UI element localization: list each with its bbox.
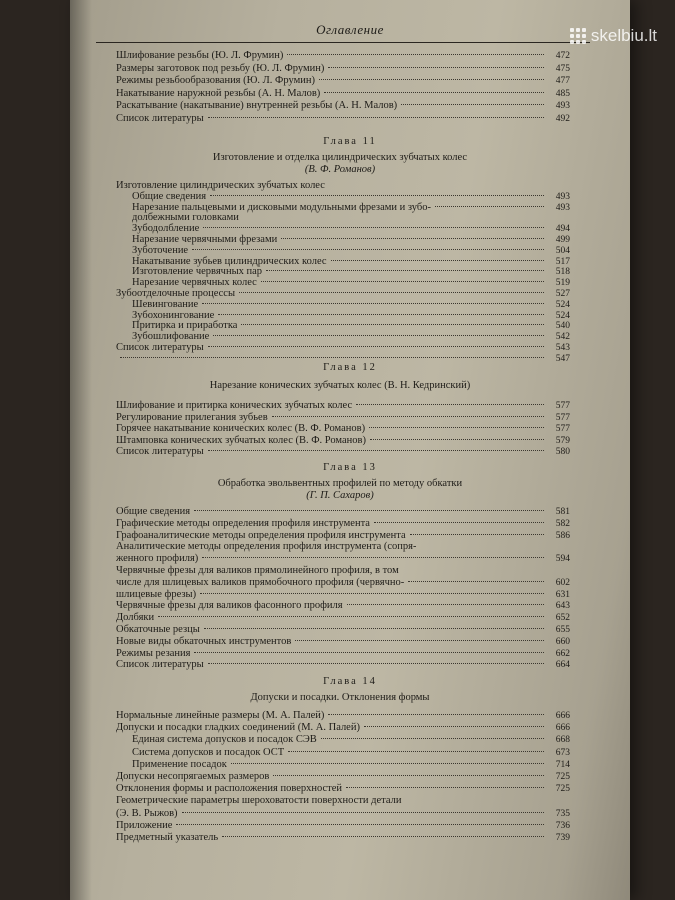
leader-dots [356, 404, 544, 405]
toc-entry-page: 577 [555, 412, 570, 423]
toc-entry-title: Единая система допусков и посадок СЭВ [132, 734, 317, 746]
toc-entry-title: Предметный указатель [116, 832, 219, 843]
toc-entry-title: Список литературы [116, 446, 204, 457]
toc-entry-page: 579 [555, 435, 570, 446]
toc-entry-page: 655 [555, 625, 570, 635]
toc-entry-page: 492 [555, 113, 570, 124]
toc-entry [116, 518, 570, 530]
toc-entry-page: 668 [555, 735, 570, 746]
toc-entry [116, 577, 570, 589]
toc-entry-title: Система допусков и посадок ОСТ [132, 746, 285, 758]
toc-entry-page: 475 [555, 63, 570, 74]
toc-entry [116, 648, 570, 660]
leader-dots [295, 640, 544, 641]
leader-dots [182, 812, 544, 813]
toc-entry-title: Применение посадок [132, 758, 227, 770]
toc-entry [116, 530, 570, 542]
toc-entry-title: Раскатывание (накатывание) внутренней резьбы (А. Н. Малов) [116, 100, 398, 111]
leader-dots [346, 787, 544, 788]
chapter-title [110, 692, 570, 704]
toc-entry [116, 446, 570, 458]
toc-entry-title: Общие сведения [132, 190, 207, 202]
leader-dots [374, 522, 544, 523]
toc-entry-title: Новые виды обкаточных инструментов [116, 635, 292, 647]
toc-entry-title: Нарезание пальцевыми и дисковыми модульными фрезами и зубо- [132, 201, 432, 213]
toc-entry [116, 771, 570, 783]
toc-entry-page: 477 [555, 76, 570, 86]
toc-entry [116, 710, 570, 722]
toc-entry-title: (Э. В. Рыжов) [116, 807, 178, 819]
toc-entry [116, 100, 570, 112]
watermark-text: skelbiu.lt [590, 26, 657, 45]
toc-entry-title: Червячные фрезы для валиков фасонного профиля [116, 600, 343, 612]
toc-entry [116, 88, 570, 100]
toc-entry-page: 664 [555, 660, 570, 671]
leader-dots [281, 238, 544, 239]
toc-entry-title: Зубодолбление [132, 223, 200, 235]
leader-dots [261, 281, 544, 282]
leader-dots [204, 628, 544, 629]
toc-entry [116, 50, 570, 62]
watermark-logo-icon [570, 28, 586, 44]
toc-entry-page: 472 [555, 51, 570, 61]
toc-entry [116, 75, 570, 87]
chapter-title-text: Допуски и посадки. Отклонения формы [250, 692, 430, 703]
leader-dots [364, 726, 544, 727]
header-rule [96, 42, 590, 43]
toc-entry-page: 660 [555, 636, 570, 647]
toc-entry-title: Зубоотделочные процессы [116, 288, 236, 299]
toc-entry-page: 643 [555, 601, 570, 612]
toc-entry-page: 577 [555, 401, 570, 411]
toc-entry-title: Отклонения формы и расположения поверхностей [116, 783, 343, 795]
toc-entry-title: Допуски и посадки гладких соединений (М. А. Палей) [116, 722, 360, 734]
leader-dots [203, 227, 544, 228]
toc-entry-title: Допуски несопрягаемых размеров [116, 771, 270, 782]
leader-dots [410, 534, 544, 535]
leader-dots [208, 663, 544, 664]
toc-entry-page: 666 [555, 711, 570, 721]
toc-entry-title: Список литературы [116, 112, 204, 124]
toc-entry-title: Зуботочение [132, 244, 189, 256]
toc-entry-page: 524 [555, 310, 570, 321]
leader-dots [328, 714, 544, 715]
leader-dots [120, 357, 544, 358]
toc-entry-title: числе для шлицевых валиков прямобочного профиля (червячно- [116, 576, 405, 588]
leader-dots [208, 117, 544, 118]
toc-entry-title: Изготовление червячных пар [132, 266, 263, 278]
leader-dots [239, 292, 544, 293]
toc-entry-page: 673 [555, 747, 570, 758]
watermark [570, 26, 657, 46]
chapter-author: (В. Ф. Романов) [304, 164, 376, 175]
toc-entry-title: Аналитические методы определения профиля инструмента (сопря- [116, 541, 417, 553]
toc-entry [116, 612, 570, 624]
toc-entry-title: Общие сведения [116, 506, 191, 517]
toc-entry-title: Режимы резьбообразования (Ю. Л. Фрумин) [116, 75, 315, 86]
leader-dots [202, 303, 544, 304]
toc-entry-title: Графоаналитические методы определения профиля инструмента [116, 529, 406, 541]
chapter-title-text: Изготовление и отделка цилиндрических зубчатых колес [212, 152, 468, 163]
toc-entry-page: 517 [555, 256, 570, 267]
leader-dots [370, 439, 544, 440]
toc-entry-page: 602 [555, 577, 570, 588]
leader-dots [241, 324, 544, 325]
toc-entry-title: Нарезание червячных колес [132, 277, 257, 289]
chapter-heading: Глава 11 [323, 136, 377, 147]
chapter-heading: Глава 14 [323, 676, 377, 687]
toc-entry-title: Регулирование прилегания зубьев [116, 411, 268, 423]
chapter-heading: Глава 13 [323, 462, 377, 473]
toc-entry-page: 735 [555, 808, 570, 819]
toc-entry-title: Шевингование [132, 298, 199, 310]
leader-dots [369, 427, 544, 428]
leader-dots [194, 510, 544, 511]
toc-entry-title: шлицевые фрезы) [116, 588, 197, 600]
toc-entry-title: Графические методы определения профиля инструмента [116, 517, 370, 529]
toc-entry-title: Приложение [116, 819, 173, 831]
toc-entry-page: 662 [555, 648, 570, 659]
chapter-heading: Глава 12 [323, 362, 377, 373]
leader-dots [192, 249, 544, 250]
toc-entry-page: 527 [555, 289, 570, 299]
toc-entry [116, 795, 570, 807]
toc-entry-page: 547 [555, 353, 570, 364]
toc-entry [116, 783, 570, 795]
toc-entry-title: Размеры заготовок под резьбу (Ю. Л. Фрумин) [116, 62, 325, 74]
toc-entry-page: 652 [555, 613, 570, 624]
chapter-title [110, 152, 570, 176]
leader-dots [158, 616, 544, 617]
toc-entry-title: Список литературы [116, 659, 204, 671]
toc-entry [116, 722, 570, 734]
toc-entry-title: Штамповка конических зубчатых колес (В. Ф. Романов) [116, 434, 366, 446]
toc-entry-page: 543 [555, 343, 570, 353]
toc-entry-title: Изготовление цилиндрических зубчатых колес [116, 180, 325, 191]
toc-entry-page: 736 [555, 820, 570, 831]
toc-entry-page: 725 [555, 784, 570, 795]
toc-entry-title: Шлифование и притирка конических зубчатых колес [116, 400, 353, 411]
toc-entry-page: 594 [555, 554, 570, 565]
toc-entry-title: Притирка и приработка [132, 320, 238, 332]
leader-dots [202, 557, 544, 558]
toc-entry [116, 506, 570, 518]
leader-dots [200, 593, 544, 594]
toc-entry-page: 631 [555, 589, 570, 600]
toc-entry-page: 739 [555, 833, 570, 843]
leader-dots [272, 416, 544, 417]
leader-dots [210, 195, 544, 196]
toc-entry-page: 577 [555, 424, 570, 434]
toc-entry-page: 580 [555, 447, 570, 457]
leader-dots [287, 54, 544, 55]
toc-entry [116, 808, 570, 820]
leader-dots [321, 738, 544, 739]
page-header: Оглавление [316, 22, 384, 37]
toc-entry-title: долбежными головками [132, 212, 239, 224]
toc-entry-title: Зубохонингование [132, 309, 215, 321]
toc-entry-title: Накатывание наружной резьбы (А. Н. Малов) [116, 87, 321, 99]
toc-entry-page: 499 [555, 235, 570, 245]
toc-entry-title: Нарезание червячными фрезами [132, 234, 278, 245]
leader-dots [208, 450, 544, 451]
toc-entry-page: 504 [555, 245, 570, 256]
toc-entry-title: Геометрические параметры шероховатости поверхности детали [116, 795, 402, 807]
leader-dots [401, 104, 544, 105]
leader-dots [319, 79, 544, 80]
leader-dots [176, 824, 544, 825]
toc-entry [116, 553, 570, 565]
toc-entry-page: 586 [555, 530, 570, 541]
toc-entry-page: 519 [555, 278, 570, 289]
leader-dots [231, 763, 544, 764]
leader-dots [266, 270, 544, 271]
leader-dots [347, 604, 544, 605]
toc-entry [116, 624, 570, 636]
chapter-title [110, 380, 570, 392]
toc-entry [132, 747, 570, 759]
toc-entry-title: Обкаточные резцы [116, 624, 200, 635]
leader-dots [324, 92, 544, 93]
leader-dots [218, 314, 544, 315]
spine-shadow [70, 0, 92, 900]
toc-entry-title: Горячее накатывание конических колес (В. Ф. Романов) [116, 423, 366, 434]
toc-entry [116, 412, 570, 424]
toc-entry-title: Червячные фрезы для валиков прямолинейного профиля, в том [116, 565, 399, 576]
toc-entry [116, 636, 570, 648]
leader-dots [408, 581, 544, 582]
toc-entry-page: 725 [555, 772, 570, 782]
toc-entry-title: Зубошлифование [132, 331, 210, 343]
toc-entry [116, 63, 570, 75]
toc-entry-title: женного профиля) [116, 553, 199, 565]
book-page [70, 0, 630, 900]
leader-dots [328, 67, 544, 68]
leader-dots [194, 652, 544, 653]
toc-entry [116, 820, 570, 832]
chapter-title [110, 478, 570, 502]
toc-entry-title: Список литературы [116, 342, 204, 353]
toc-entry-page: 666 [555, 723, 570, 734]
toc-entry [116, 600, 570, 612]
toc-entry-page: 518 [555, 267, 570, 278]
toc-entry-page: 540 [555, 321, 570, 332]
toc-entry-page: 494 [555, 224, 570, 235]
chapter-title-text: Нарезание конических зубчатых колес (В. Н. Кедринский) [209, 380, 471, 391]
toc-entry [132, 734, 570, 746]
toc-entry [116, 435, 570, 447]
leader-dots [273, 775, 544, 776]
toc-entry-title: Долбяки [116, 612, 155, 624]
leader-dots [213, 335, 544, 336]
chapter-title-text: Обработка эвольвентных профилей по методу обкатки [217, 478, 463, 489]
toc-entry [116, 400, 570, 412]
toc-entry [116, 589, 570, 601]
toc-entry [116, 423, 570, 435]
toc-entry-title: Режимы резания [116, 647, 191, 659]
toc-entry-page: 714 [555, 759, 570, 770]
toc-entry [116, 659, 570, 671]
leader-dots [222, 836, 544, 837]
toc-entry-title: Нормальные линейные размеры (М. А. Палей) [116, 710, 325, 721]
toc-entry-title: Накатывание зубьев цилиндрических колес [132, 255, 327, 267]
toc-entry-page: 582 [555, 518, 570, 529]
toc-entry-page: 542 [555, 332, 570, 343]
toc-entry [116, 832, 570, 844]
leader-dots [435, 206, 544, 207]
toc-entry-page: 493 [555, 202, 570, 213]
toc-entry-title: Шлифование резьбы (Ю. Л. Фрумин) [116, 50, 284, 61]
toc-entry [132, 759, 570, 771]
leader-dots [288, 751, 544, 752]
toc-entry-page: 581 [555, 507, 570, 517]
chapter-author: (Г. П. Сахаров) [306, 490, 374, 501]
toc-entry-page: 493 [555, 191, 570, 202]
leader-dots [331, 260, 544, 261]
toc-entry [116, 113, 570, 125]
toc-entry-page: 493 [555, 101, 570, 111]
toc-entry [116, 565, 570, 577]
leader-dots [208, 346, 544, 347]
toc-entry-page: 485 [555, 88, 570, 99]
toc-entry [116, 541, 570, 553]
toc-entry-page: 524 [555, 299, 570, 310]
